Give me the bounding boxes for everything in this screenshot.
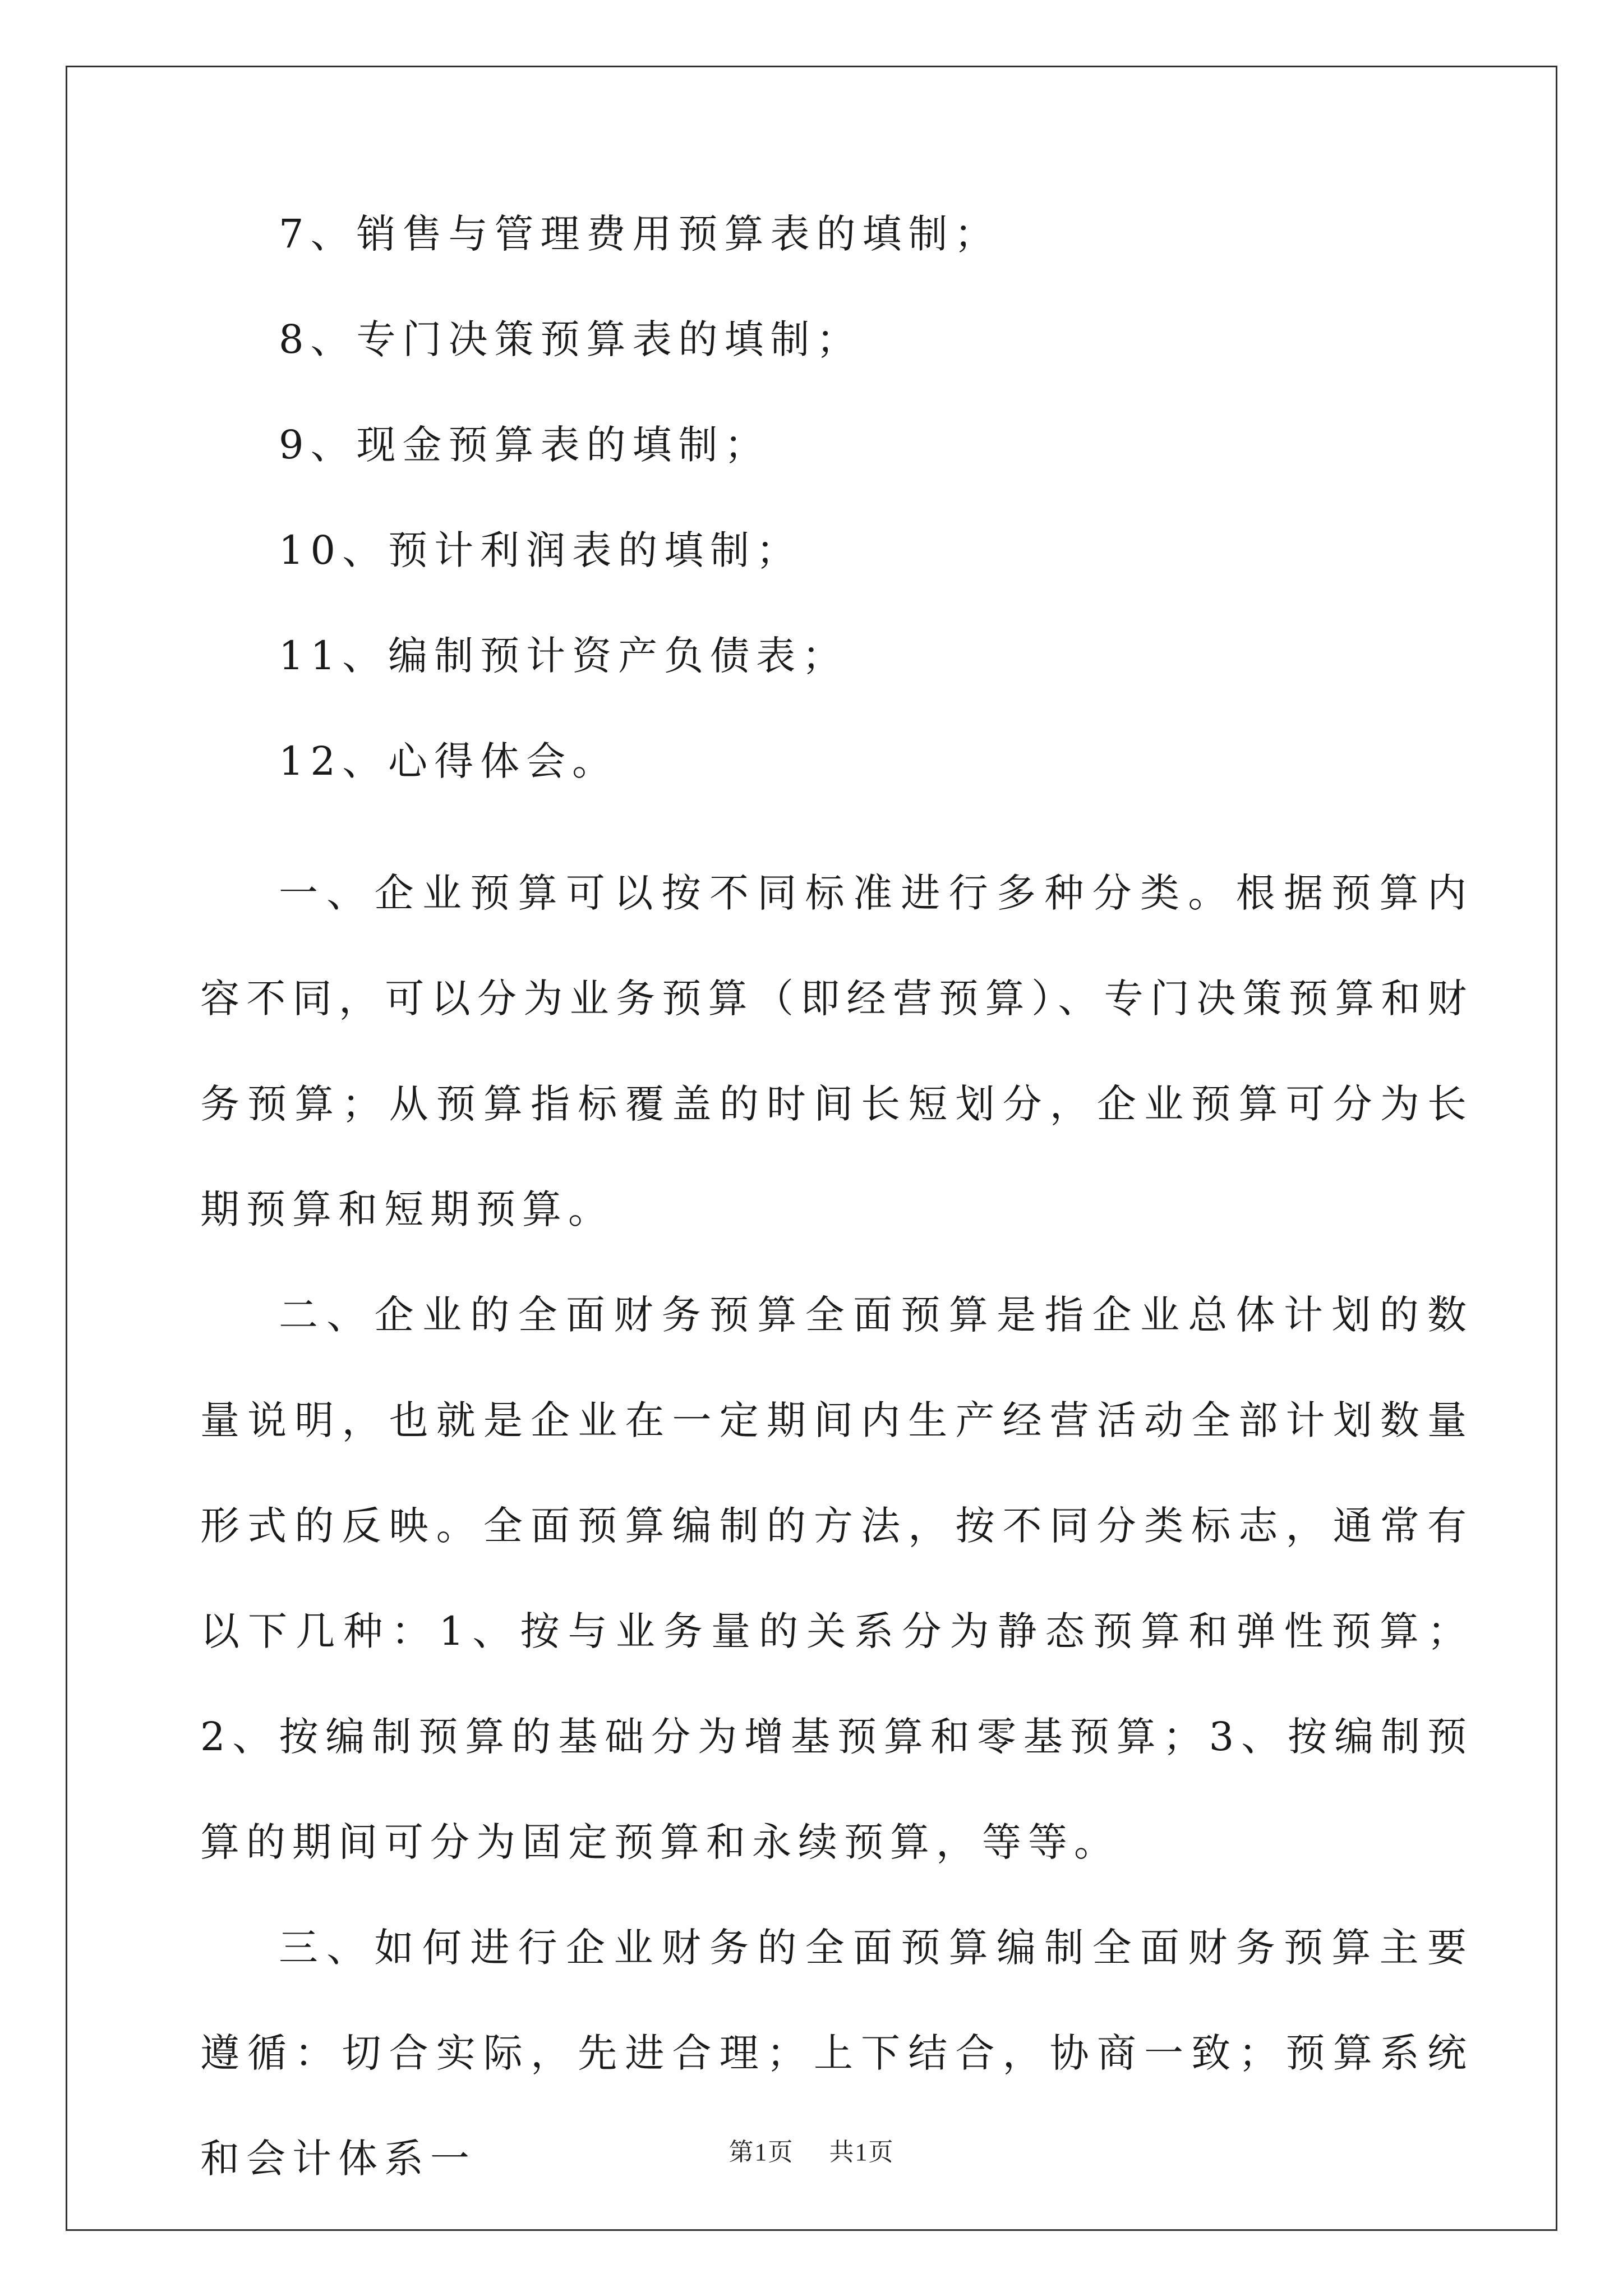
list-item: 9、现金预算表的填制； <box>279 422 771 468</box>
list-item: 10、预计利润表的填制； <box>279 527 803 573</box>
list-item: 8、专门决策预算表的填制； <box>279 316 863 362</box>
page-footer <box>0 2132 1623 2168</box>
paragraph: 三、如何进行企业财务的全面预算编制全面财务预算主要遵循：切合实际，先进合理；上下结合，协商一致；预算系统和会计体系一 <box>200 1925 1473 2182</box>
paragraph: 二、企业的全面财务预算全面预算是指企业总体计划的数量说明，也就是企业在一定期间内生产经营活动全部计划数量形式的反映。全面预算编制的方法，按不同分类标志，通常有以下几种：1、按与业务量的关系分为静态预算和弹性预算；2、按编制预算的基础分为增基预算和零基预算；3、按编制预算的期间可分为固定预算和永续预算，等等。 <box>200 1292 1473 1865</box>
document-body <box>200 208 1473 2211</box>
page-number: 第1页 <box>728 2138 794 2166</box>
list-item: 12、心得体会。 <box>279 738 619 784</box>
list-item: 7、销售与管理费用预算表的填制； <box>279 211 1000 257</box>
paragraph: 一、企业预算可以按不同标准进行多种分类。根据预算内容不同，可以分为业务预算（即经营预算）、专门决策预算和财务预算；从预算指标覆盖的时间长短划分，企业预算可分为长期预算和短期预算。 <box>200 870 1473 1232</box>
list-item: 11、编制预计资产负债表； <box>279 633 849 679</box>
page-count: 共1页 <box>829 2138 895 2166</box>
